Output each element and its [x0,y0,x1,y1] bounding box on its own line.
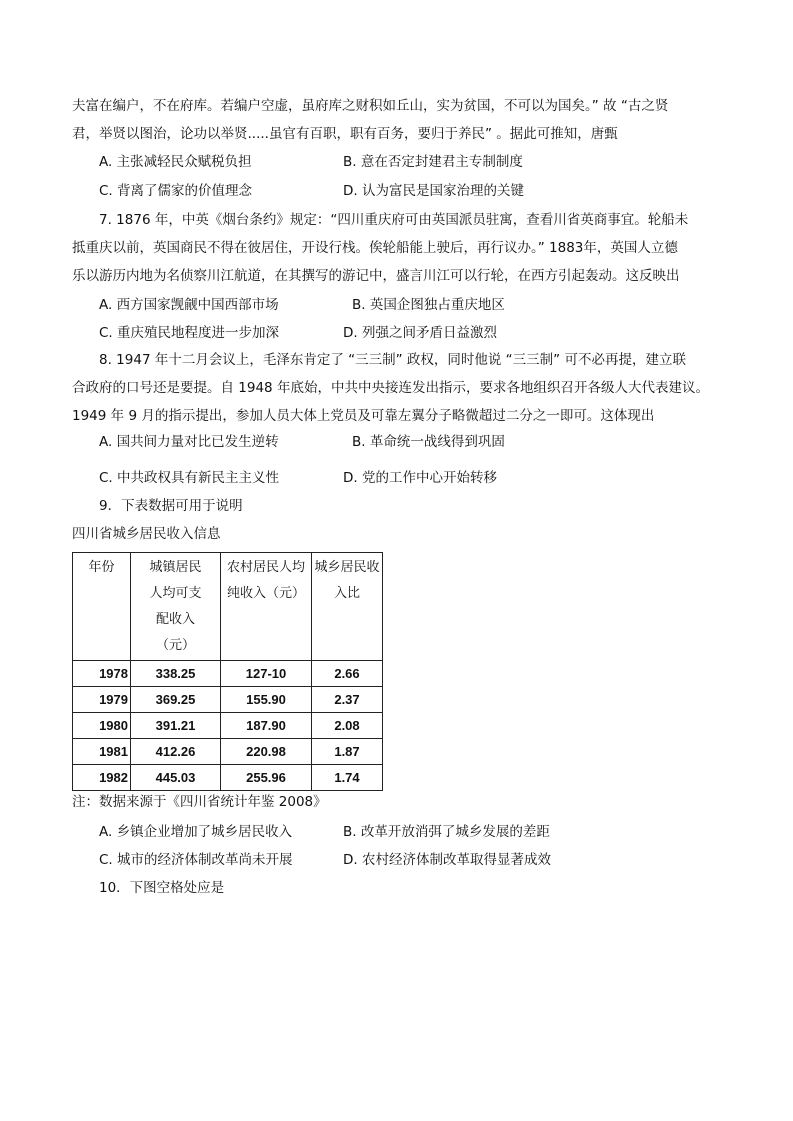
table-row [73,739,383,765]
cell-year: 1981 [73,739,131,765]
table-row [73,713,383,739]
income-table [72,552,383,791]
q8-option-c[interactable]: C. 中共政权具有新民主主义性 [99,470,280,486]
header-year-text: 年份 [88,560,115,575]
q9-option-b[interactable]: B. 改革开放消弭了城乡发展的差距 [343,824,550,840]
q7-option-d[interactable]: D. 列强之间矛盾日益激烈 [343,325,497,341]
header-urban-line-3: 配收入 [155,612,195,627]
header-urban-line-1: 城镇居民 [149,560,202,575]
cell-year: 1980 [73,713,131,739]
q7-option-b[interactable]: B. 英国企图独占重庆地区 [352,297,505,313]
cell-urban: 445.03 [131,765,221,791]
q9-option-a[interactable]: A. 乡镇企业增加了城乡居民收入 [99,824,293,840]
q9-option-d[interactable]: D. 农村经济体制改革取得显著成效 [343,852,551,868]
table-row [73,661,383,687]
header-urban-line-4: （元） [155,638,195,653]
header-rural-income [221,553,312,661]
cell-year: 1978 [73,661,131,687]
q9-stem: 9．下表数据可用于说明 [99,498,243,514]
header-urban-income [131,553,221,661]
q7-option-a[interactable]: A. 西方国家觊觎中国西部市场 [99,297,279,313]
cell-ratio: 2.37 [312,687,383,713]
header-ratio-line-2: 入比 [333,586,360,601]
cell-year: 1982 [73,765,131,791]
q6-option-c[interactable]: C. 背离了儒家的价值理念 [99,183,253,199]
q6-option-b[interactable]: B. 意在否定封建君主专制制度 [343,154,523,170]
q9-option-c[interactable]: C. 城市的经济体制改革尚未开展 [99,852,293,868]
q6-option-d[interactable]: D. 认为富民是国家治理的关键 [343,183,524,199]
q6-option-a[interactable]: A. 主张减轻民众赋税负担 [99,154,252,170]
table-row [73,687,383,713]
q8-text-line-2: 合政府的口号还是要提。自 1948 年底始，中共中央接连发出指示，要求各地组织召开各级人大代表建议。 [72,380,709,396]
cell-rural: 220.98 [221,739,312,765]
q8-option-a[interactable]: A. 国共间力量对比已发生逆转 [99,434,279,450]
cell-ratio: 1.74 [312,765,383,791]
header-year [73,553,131,661]
q7-text-line-2: 抵重庆以前，英国商民不得在彼居住，开设行栈。俟轮船能上驶后，再行议办。” 1883年，英国人立德 [72,240,678,256]
q9-table-title: 四川省城乡居民收入信息 [72,526,221,542]
cell-year: 1979 [73,687,131,713]
cell-rural: 187.90 [221,713,312,739]
q10-stem: 10．下图空格处应是 [99,880,225,896]
cell-ratio: 1.87 [312,739,383,765]
header-rural-line-2: 纯收入（元） [226,586,305,601]
q7-text-line-1: 7. 1876 年，中英《烟台条约》规定：“四川重庆府可由英国派员驻寓，查看川省英商事宜。轮船未 [99,212,689,228]
cell-ratio: 2.08 [312,713,383,739]
q8-text-line-3: 1949 年 9 月的指示提出，参加人员大体上党员及可靠左翼分子略微超过二分之一即可。这体现出 [72,408,655,424]
header-rural-line-1: 农村居民人均 [226,560,305,575]
q6-text-line-2: 君，举贤以图治，论功以举贤.....虽官有百职，职有百务，要归于养民” 。据此可推知，唐甄 [72,126,618,142]
cell-urban: 369.25 [131,687,221,713]
q6-text-line-1: 夫富在编户，不在府库。若编户空虚，虽府库之财积如丘山，实为贫国，不可以为国矣。” 故 “古之贤 [72,98,669,114]
q8-option-b[interactable]: B. 革命统一战线得到巩固 [352,434,505,450]
cell-urban: 338.25 [131,661,221,687]
q9-table-note: 注：数据来源于《四川省统计年鉴 2008》 [72,794,327,810]
cell-urban: 391.21 [131,713,221,739]
header-income-ratio [312,553,383,661]
table-header-row [73,553,383,661]
cell-ratio: 2.66 [312,661,383,687]
cell-rural: 127-10 [221,661,312,687]
q7-option-c[interactable]: C. 重庆殖民地程度进一步加深 [99,325,280,341]
cell-rural: 155.90 [221,687,312,713]
header-urban-line-2: 人均可支 [149,586,202,601]
q7-text-line-3: 乐以游历内地为名侦察川江航道，在其撰写的游记中，盛言川江可以行轮，在西方引起轰动。这反映出 [72,268,680,284]
cell-urban: 412.26 [131,739,221,765]
table-row [73,765,383,791]
q8-text-line-1: 8. 1947 年十二月会议上，毛泽东肯定了 “三三制” 政权，同时他说 “三三制” 可不必再提，建立联 [99,352,686,368]
q8-option-d[interactable]: D. 党的工作中心开始转移 [343,470,497,486]
header-ratio-line-1: 城乡居民收 [314,560,380,575]
cell-rural: 255.96 [221,765,312,791]
